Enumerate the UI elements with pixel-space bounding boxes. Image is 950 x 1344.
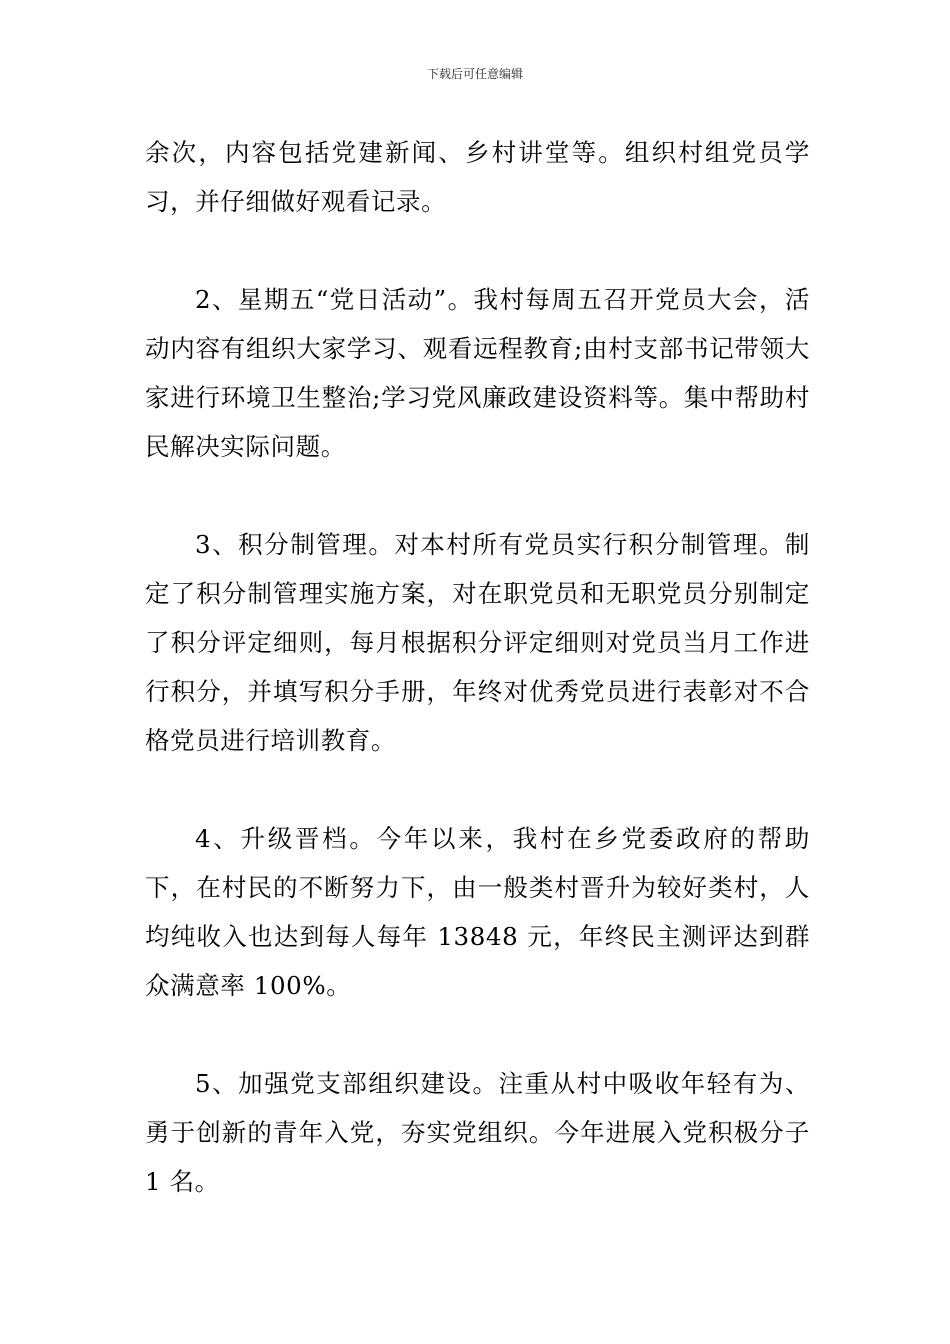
paragraph-party-day: 2、星期五“党日活动”。我村每周五召开党员大会，活动内容有组织大家学习、观看远程教育;由村支部书记带领大家进行环境卫生整治;学习党风廉政建设资料等。集中帮助村民解决实际问题。 (145, 285, 810, 461)
paragraph-branch-building: 5、加强党支部组织建设。注重从村中吸收年轻有为、勇于创新的青年入党，夯实党组织。今年进展入党积极分子 1 名。 (145, 1069, 810, 1196)
page-header-note: 下载后可任意编辑 (426, 67, 523, 81)
paragraph-continued: 余次，内容包括党建新闻、乡村讲堂等。组织村组党员学习，并仔细做好观看记录。 (145, 138, 810, 216)
paragraph-points-management: 3、积分制管理。对本村所有党员实行积分制管理。制定了积分制管理实施方案，对在职党员和无职党员分别制定了积分评定细则，每月根据积分评定细则对党员当月工作进行积分，并填写积分手册，年终对优秀党员进行表彰对不合格党员进行培训教育。 (145, 530, 810, 755)
paragraph-upgrade: 4、升级晋档。今年以来，我村在乡党委政府的帮助下，在村民的不断努力下，由一般类村晋升为较好类村，人均纯收入也达到每人每年 13848 元，年终民主测评达到群众满意率 100%。 (145, 824, 810, 1000)
document-body (145, 128, 810, 1206)
